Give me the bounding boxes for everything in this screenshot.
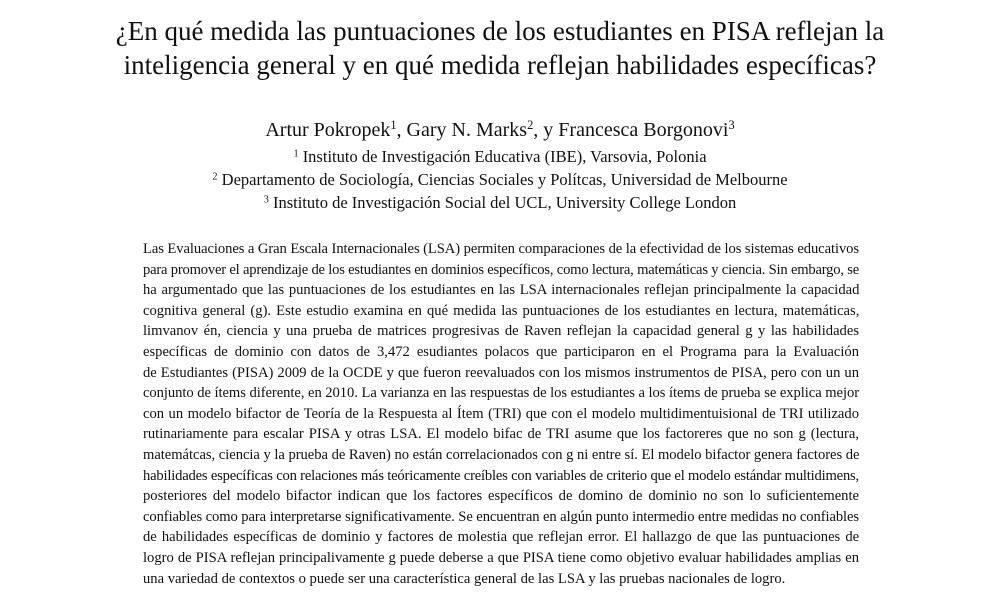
abstract-line: confiables como para interpretarse significativamente. Se encuentran en algún punto intermedio entre medidas no confiables <box>143 508 859 525</box>
affiliation-mark: 3 <box>263 194 269 206</box>
abstract-line: una variedad de contextos o puede ser una característica general de las LSA y las pruebas nacionales de logro. <box>143 570 786 587</box>
abstract-line: para promover el aprendizaje de los estudiantes en dominios específicos, como lectura, matemáticas y ciencia. Sin embargo, se <box>143 261 859 278</box>
abstract-line: de Estudiantes (PISA) 2009 de la OCDE y que fueron reevaluados con los mismos instrumentos de PISA, pero con un un <box>143 364 859 381</box>
abstract-line: con un modelo bifactor de Teoría de la Respuesta al Ítem (TRI) que con el modelo multidimentuisional de TRI utilizado <box>143 405 859 422</box>
affiliation-list <box>0 145 1000 214</box>
title-line-2: inteligencia general y en qué medida reflejan habilidades específicas? <box>123 50 877 80</box>
abstract-line: posteriores del modelo bifactor indican que los factores específicos de domino de dominio no son lo suficientemente <box>143 488 859 505</box>
author-name: Francesca Borgonovi <box>558 119 729 141</box>
affiliation-item <box>0 191 1000 214</box>
affiliation-mark: 1 <box>293 148 299 160</box>
abstract-line: de habilidades específicas de dominio y factores de molestia que reflejan error. El hallazgo de que las puntuaciones de <box>143 529 860 546</box>
abstract-line: ha argumentado que las puntuaciones de los estudiantes en las LSA internacionales reflejan principalmente la capacidad <box>143 282 860 299</box>
author-separator: , <box>396 119 407 141</box>
affiliation-mark: 2 <box>212 171 218 183</box>
abstract-line: específicas de dominio con datos de 3,472 esudiantes polacos que participaron en el Programa para la Evaluación <box>143 343 859 360</box>
abstract-line: Las Evaluaciones a Gran Escala Internacionales (LSA) permiten comparaciones de la efectividad de los sistemas educativos <box>143 241 859 257</box>
title-line-1: ¿En qué medida las puntuaciones de los estudiantes en PISA reflejan la <box>115 16 885 46</box>
author-affiliation-mark: 3 <box>728 118 735 133</box>
abstract-line: habilidades específicas con relaciones más teóricamente creíbles con variables de criterio que el modelo estándar multidimens, <box>143 467 859 484</box>
author-name: Gary N. Marks <box>406 119 528 141</box>
abstract <box>143 239 859 589</box>
paper-title <box>0 14 1000 82</box>
affiliation-item <box>0 168 1000 191</box>
author-list <box>0 117 1000 143</box>
author-affiliation-mark: 2 <box>527 118 534 133</box>
affiliation-item <box>0 145 1000 168</box>
abstract-line: cognitiva general (g). Este estudio examina en qué medida las puntuaciones de los estudiantes en lectura, matemáticas, <box>143 302 860 319</box>
abstract-line: logro de PISA reflejan principalivamente g puede deberse a que PISA tiene como objetivo evaluar habilidades amplias en <box>143 549 859 566</box>
author-separator: , y <box>533 119 559 141</box>
abstract-line: conjunto de ítems diferente, en 2010. La varianza en las respuestas de los estudiantes a los ítems de prueba se explica mejor <box>143 385 859 402</box>
author-name: Artur Pokropek <box>265 119 391 141</box>
abstract-line: matemátcas, ciencia y la prueba de Raven) no están correlacionados con g ni entre sí. El modelo bifactor genera factores de <box>143 446 860 463</box>
author-affiliation-mark: 1 <box>390 118 397 133</box>
affiliation-text: Instituto de Investigación Social del UCL, University College London <box>272 193 737 212</box>
abstract-line: rutinariamente para escalar PISA y otras LSA. El modelo bifac de TRI asume que los factoreres que no son g (lectura, <box>143 426 859 443</box>
abstract-line: limvanov én, ciencia y una prueba de matrices progresivas de Raven reflejan la capacidad general g y las habilidades <box>143 323 859 340</box>
affiliation-text: Instituto de Investigación Educativa (IBE), Varsovia, Polonia <box>302 147 707 166</box>
affiliation-text: Departamento de Sociología, Ciencias Sociales y Polítcas, Universidad de Melbourne <box>221 170 788 189</box>
